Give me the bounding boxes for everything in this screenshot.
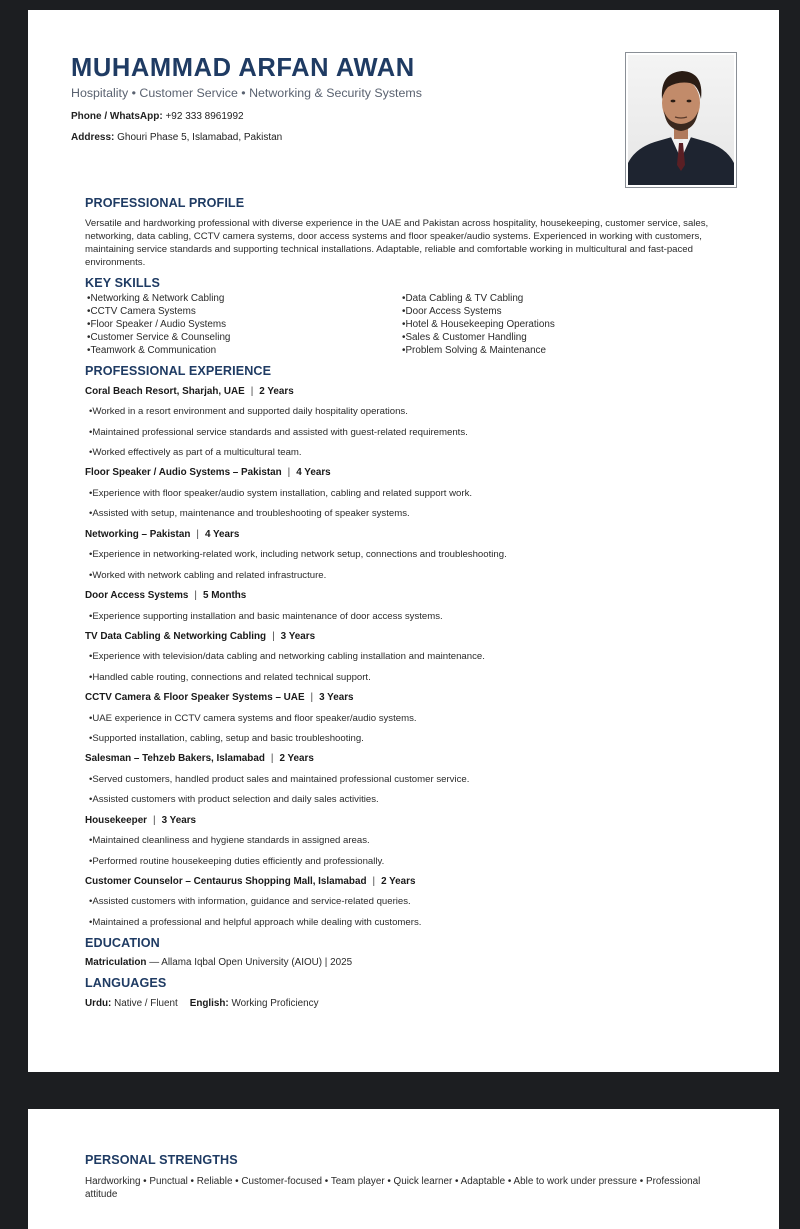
skill-item: • Floor Speaker / Audio Systems bbox=[87, 319, 230, 332]
job-title bbox=[85, 590, 246, 601]
portrait-image bbox=[628, 55, 734, 185]
job-bullet: • Assisted with setup, maintenance and troubleshooting of speaker systems. bbox=[89, 508, 410, 519]
skill-item: • Customer Service & Counseling bbox=[87, 332, 230, 345]
languages-heading: LANGUAGES bbox=[85, 976, 167, 990]
education-heading: EDUCATION bbox=[85, 936, 160, 950]
separator: | bbox=[310, 692, 314, 703]
skill-item: • Problem Solving & Maintenance bbox=[402, 345, 555, 358]
phone-value: +92 333 8961992 bbox=[162, 111, 244, 122]
languages-entry bbox=[85, 998, 319, 1009]
separator: | bbox=[272, 631, 275, 642]
address-value: Ghouri Phase 5, Islamabad, Pakistan bbox=[114, 132, 283, 143]
job-role: Customer Counselor – Centaurus Shopping Mall, Islamabad bbox=[85, 876, 367, 887]
job-bullet: • Performed routine housekeeping duties efficiently and professionally. bbox=[89, 856, 384, 867]
job-duration: 4 Years bbox=[204, 529, 240, 540]
job-bullet: • Maintained professional service standards and assisted with guest-related requirements. bbox=[89, 427, 468, 438]
job-duration: 3 Years bbox=[161, 815, 197, 826]
job-title bbox=[85, 815, 196, 826]
job-bullet: • Supported installation, cabling, setup and basic troubleshooting. bbox=[89, 733, 364, 744]
job-role: Floor Speaker / Audio Systems – Pakistan bbox=[85, 467, 282, 478]
separator: | bbox=[372, 876, 376, 887]
phone-line bbox=[71, 111, 244, 122]
job-bullet: • Assisted customers with product selection and daily sales activities. bbox=[89, 794, 379, 805]
job-duration: 3 Years bbox=[280, 631, 316, 642]
job-bullet: • Experience in networking-related work, including network setup, connections and troubleshooting. bbox=[89, 549, 507, 560]
address-line bbox=[71, 132, 282, 143]
language-level: Native / Fluent bbox=[111, 998, 178, 1009]
skill-item: • Data Cabling & TV Cabling bbox=[402, 293, 555, 306]
job-duration: 3 Years bbox=[319, 692, 354, 703]
separator: | bbox=[196, 529, 199, 540]
experience-heading: PROFESSIONAL EXPERIENCE bbox=[85, 364, 272, 378]
resume-page-2 bbox=[28, 1109, 779, 1229]
job-bullet: • Experience supporting installation and basic maintenance of door access systems. bbox=[89, 611, 443, 622]
job-duration: 2 Years bbox=[381, 876, 416, 887]
job-duration: 2 Years bbox=[259, 386, 294, 397]
profile-photo bbox=[625, 52, 737, 188]
job-title bbox=[85, 753, 314, 764]
education-entry bbox=[85, 957, 352, 968]
strengths-heading: PERSONAL STRENGTHS bbox=[85, 1153, 238, 1167]
job-role: Salesman – Tehzeb Bakers, Islamabad bbox=[85, 753, 265, 764]
language-level: Working Proficiency bbox=[228, 998, 319, 1009]
job-title bbox=[85, 529, 239, 540]
job-bullet: • Handled cable routing, connections and related technical support. bbox=[89, 672, 371, 683]
job-role: Coral Beach Resort, Sharjah, UAE bbox=[85, 386, 245, 397]
job-duration: 2 Years bbox=[279, 753, 314, 764]
job-role: Networking – Pakistan bbox=[85, 529, 191, 540]
job-bullet: • Assisted customers with information, guidance and service-related queries. bbox=[89, 896, 411, 907]
separator: | bbox=[250, 386, 254, 397]
skill-item: • Networking & Network Cabling bbox=[87, 293, 230, 306]
skill-item: • Hotel & Housekeeping Operations bbox=[402, 319, 555, 332]
job-title bbox=[85, 876, 415, 887]
candidate-name: MUHAMMAD ARFAN AWAN bbox=[71, 54, 415, 82]
language-label: English: bbox=[189, 998, 229, 1009]
profile-summary: Versatile and hardworking professional with diverse experience in the UAE and Pakistan across hospitality, housekeeping, customer service, sales, networking, data cabling, CCTV camera systems, door access systems and floor speaker/audio systems. Experienced in working with customers, maintaining service standards and supporting technical installations. Adaptable, reliable and comfortable working in multicultural and fast-paced environments. bbox=[85, 218, 709, 268]
job-title bbox=[85, 467, 331, 478]
education-details: — Allama Iqbal Open University (AIOU) | 2025 bbox=[146, 957, 353, 968]
skill-item: • Door Access Systems bbox=[402, 306, 555, 319]
job-role: Door Access Systems bbox=[85, 590, 189, 601]
job-title bbox=[85, 631, 315, 642]
job-role: TV Data Cabling & Networking Cabling bbox=[85, 631, 267, 642]
job-title bbox=[85, 692, 354, 703]
profile-heading: PROFESSIONAL PROFILE bbox=[85, 196, 245, 210]
skills-heading: KEY SKILLS bbox=[85, 276, 160, 290]
job-duration: 4 Years bbox=[296, 467, 331, 478]
job-bullet: • UAE experience in CCTV camera systems and floor speaker/audio systems. bbox=[89, 713, 417, 724]
separator: | bbox=[194, 590, 197, 601]
separator: | bbox=[287, 467, 291, 478]
separator: | bbox=[153, 815, 156, 826]
skill-item: • Teamwork & Communication bbox=[87, 345, 230, 358]
skills-list-right bbox=[402, 293, 555, 358]
job-role: Housekeeper bbox=[85, 815, 148, 826]
job-bullet: • Worked with network cabling and related infrastructure. bbox=[89, 570, 326, 581]
separator: | bbox=[270, 753, 274, 764]
skills-list-left bbox=[87, 293, 230, 358]
education-degree: Matriculation bbox=[85, 957, 147, 968]
skill-item: • Sales & Customer Handling bbox=[402, 332, 555, 345]
language-label: Urdu: bbox=[85, 998, 112, 1009]
candidate-tagline: Hospitality • Customer Service • Networking & Security Systems bbox=[71, 86, 422, 100]
resume-page-1 bbox=[28, 10, 779, 1072]
job-bullet: • Experience with floor speaker/audio system installation, cabling and related support work. bbox=[89, 488, 472, 499]
job-bullet: • Worked effectively as part of a multicultural team. bbox=[89, 447, 302, 458]
job-bullet: • Maintained cleanliness and hygiene standards in assigned areas. bbox=[89, 835, 370, 846]
job-bullet: • Worked in a resort environment and supported daily hospitality operations. bbox=[89, 406, 408, 417]
job-title bbox=[85, 386, 294, 397]
strengths-list: Hardworking • Punctual • Reliable • Customer-focused • Team player • Quick learner • Adaptable • Able to work under pressure • Professional attitude bbox=[85, 1176, 701, 1201]
job-bullet: • Maintained a professional and helpful approach while dealing with customers. bbox=[89, 917, 421, 928]
phone-label: Phone / WhatsApp: bbox=[71, 111, 163, 122]
job-bullet: • Served customers, handled product sales and maintained professional customer service. bbox=[89, 774, 469, 785]
skill-item: • CCTV Camera Systems bbox=[87, 306, 230, 319]
job-bullet: • Experience with television/data cabling and networking cabling installation and maintenance. bbox=[89, 651, 485, 662]
job-role: CCTV Camera & Floor Speaker Systems – UAE bbox=[85, 692, 305, 703]
job-duration: 5 Months bbox=[202, 590, 247, 601]
address-label: Address: bbox=[71, 132, 115, 143]
